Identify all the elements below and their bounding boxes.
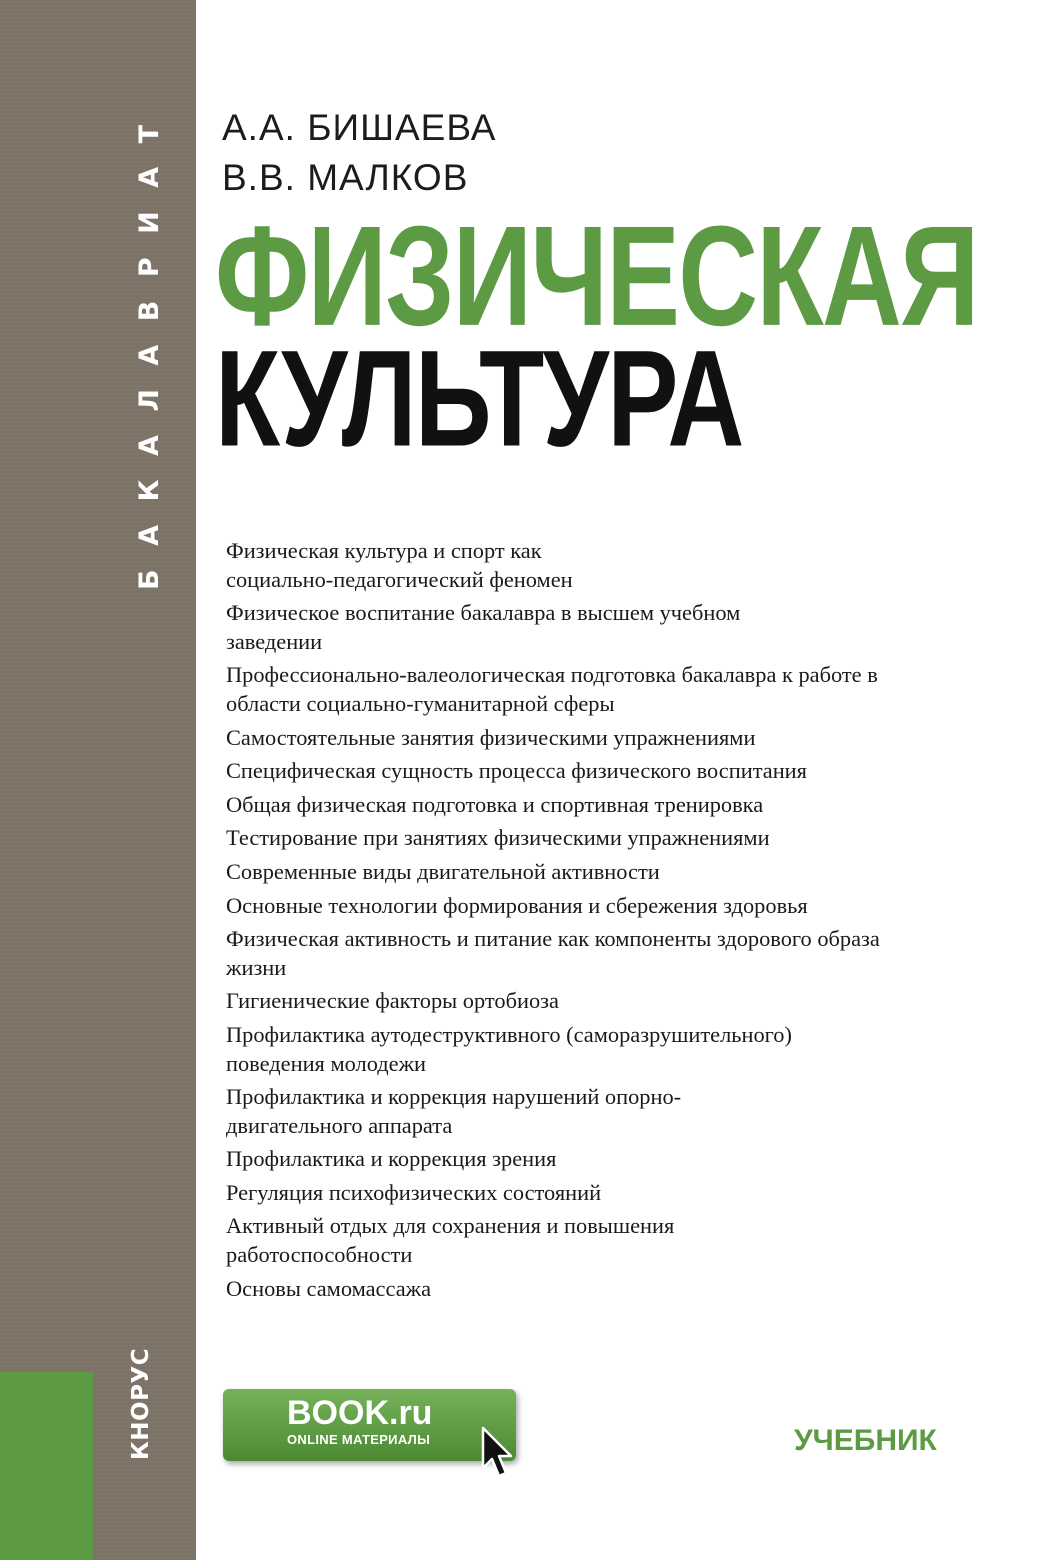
contents-item: Тестирование при занятиях физическими упражнениями [226, 825, 770, 851]
contents-item: Основные технологии формирования и сбережения здоровья [226, 892, 808, 918]
publisher-logo: КНОРУС [128, 1347, 154, 1460]
contents-item: Активный отдых для сохранения и повышения работоспособности [226, 1213, 675, 1268]
contents-item: Самостоятельные занятия физическими упражнениями [226, 724, 756, 750]
cursor-arrow-icon [480, 1426, 516, 1482]
contents-item: Гигиенические факторы ортобиоза [226, 988, 559, 1014]
contents-item: Физическое воспитание бакалавра в высшем учебном заведении [226, 600, 741, 654]
author-name: А.А. БИШАЕВА [222, 107, 497, 148]
contents-item: Физическая культура и спорт как социально-педагогический феномен [226, 538, 573, 592]
book-title-line1: ФИЗИЧЕСКАЯ [215, 196, 978, 356]
spine-green-block [0, 1372, 93, 1560]
contents-item: Профессионально-валеологическая подготовка бакалавра к работе в области социально-гуманитарной сферы [226, 662, 878, 716]
cover-spine [0, 0, 196, 1560]
contents-item: Профилактика аутодеструктивного (саморазрушительного) поведения молодежи [226, 1021, 792, 1076]
book-title-line2: КУЛЬТУРА [215, 321, 743, 475]
contents-item: Профилактика и коррекция зрения [226, 1146, 557, 1172]
contents-item: Общая физическая подготовка и спортивная тренировка [226, 791, 764, 817]
authors [222, 103, 496, 203]
contents-list [226, 537, 946, 1308]
series-label: БАКАЛАВРИАТ [134, 101, 165, 590]
book-ru-label: BOOK.ru [287, 1394, 433, 1432]
contents-item: Регуляция психофизических состояний [226, 1179, 602, 1205]
contents-item: Профилактика и коррекция нарушений опорно-двигательного аппарата [226, 1084, 682, 1138]
contents-item: Современные виды двигательной активности [226, 858, 660, 884]
contents-item: Физическая активность и питание как компоненты здорового образа жизни [226, 926, 880, 980]
book-type-label: УЧЕБНИК [794, 1424, 937, 1457]
contents-item: Специфическая сущность процесса физического воспитания [226, 758, 807, 784]
online-materials-label: ONLINE МАТЕРИАЛЫ [287, 1432, 431, 1447]
contents-item: Основы самомассажа [226, 1275, 432, 1301]
author-name: В.В. МАЛКОВ [222, 157, 469, 198]
book-ru-button[interactable] [223, 1389, 516, 1461]
